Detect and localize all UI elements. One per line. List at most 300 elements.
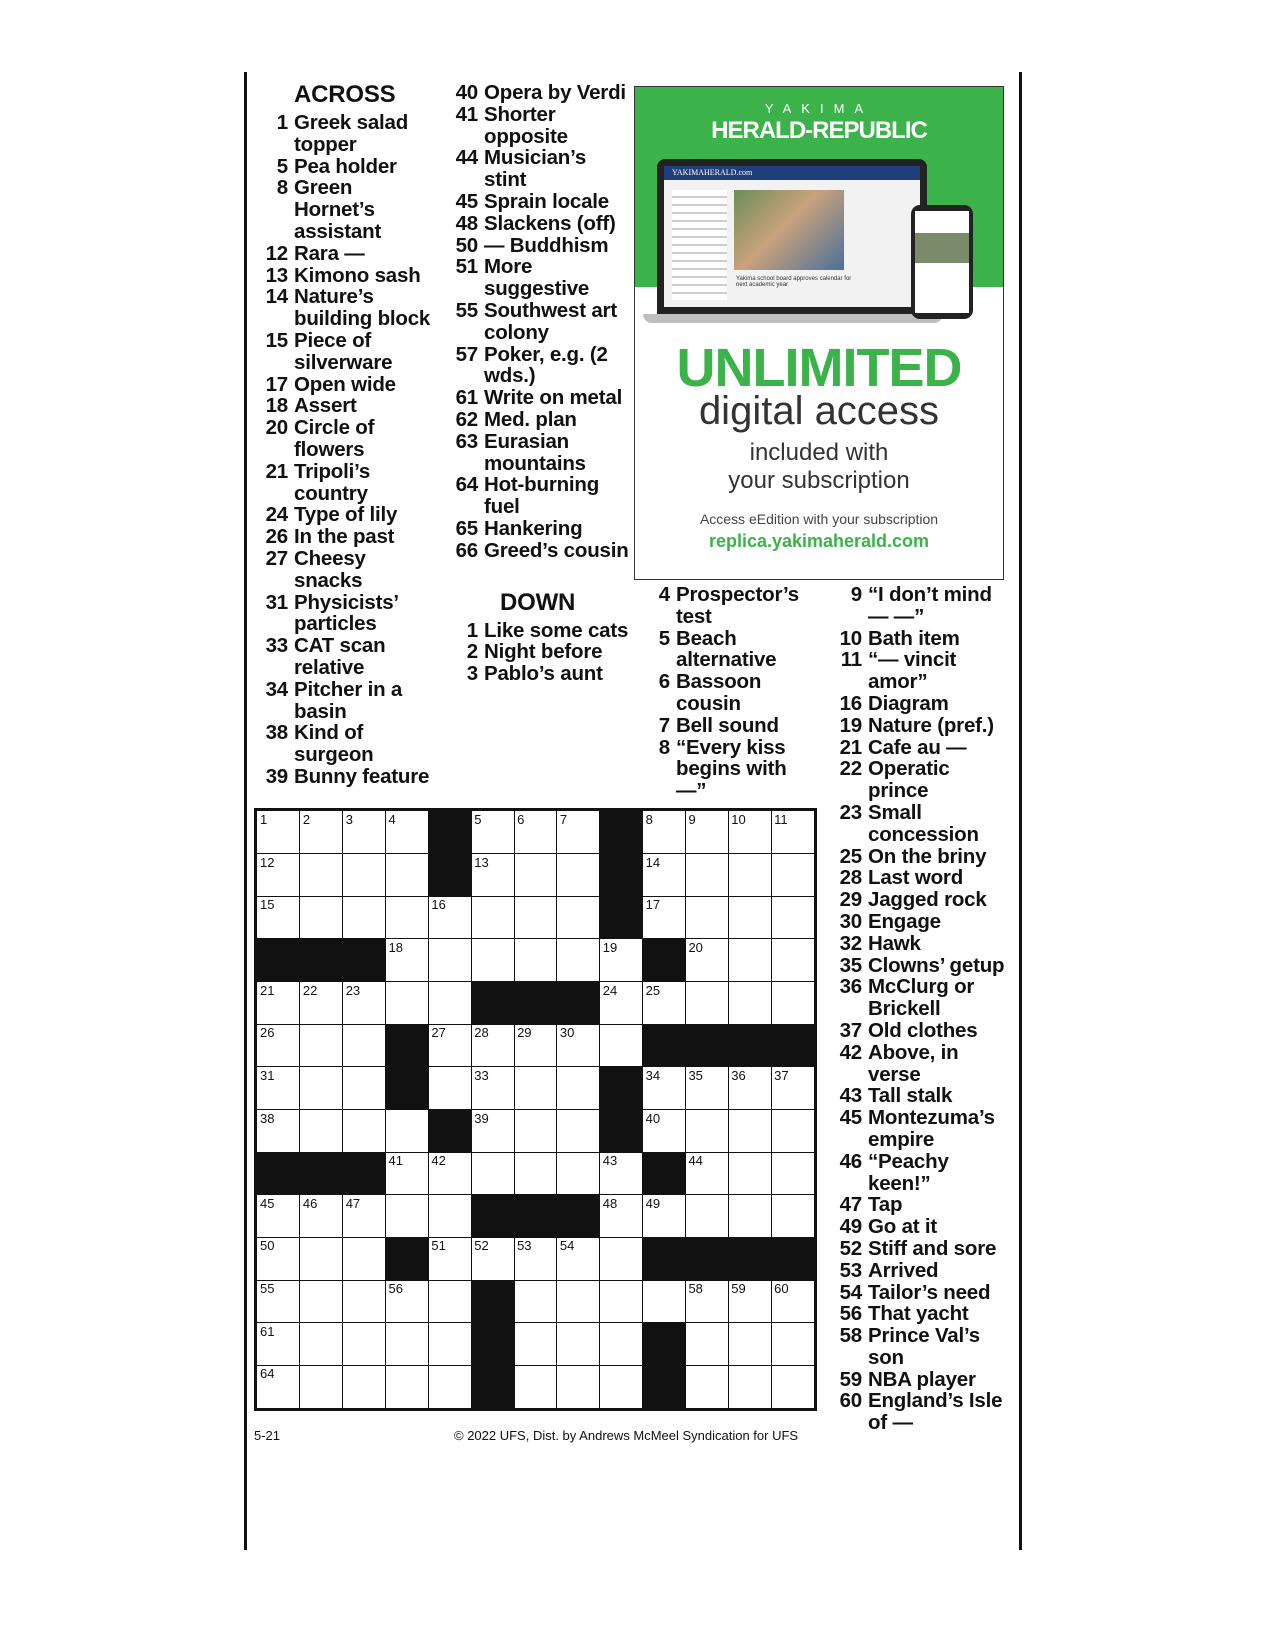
grid-cell[interactable] — [514, 1323, 557, 1366]
grid-cell[interactable] — [386, 982, 429, 1025]
cell-number: 30 — [559, 1025, 575, 1041]
grid-cell[interactable] — [471, 896, 514, 939]
grid-cell[interactable] — [557, 811, 600, 854]
clue-item[interactable] — [832, 1303, 1012, 1325]
grid-cell[interactable] — [643, 1280, 686, 1323]
cell-number: 51 — [431, 1238, 446, 1254]
grid-cell[interactable] — [685, 1195, 728, 1238]
grid-cell[interactable] — [771, 854, 814, 897]
grid-cell[interactable] — [600, 1237, 643, 1280]
grid-cell[interactable] — [728, 1365, 771, 1408]
grid-cell[interactable] — [514, 896, 557, 939]
grid-cell[interactable] — [386, 1110, 429, 1153]
grid-block — [428, 811, 471, 854]
clue-item[interactable] — [832, 628, 1012, 650]
clue-item[interactable] — [448, 540, 630, 562]
clue-number: 42 — [839, 1040, 862, 1064]
clue-number: 15 — [265, 328, 288, 352]
clue-text: Nature (pref.) — [868, 713, 994, 737]
grid-cell[interactable] — [685, 1110, 728, 1153]
grid-cell[interactable] — [300, 1024, 343, 1067]
clue-text: Jagged rock — [868, 888, 987, 912]
clue-item[interactable] — [640, 737, 820, 802]
grid-cell[interactable] — [643, 1067, 686, 1110]
clue-item[interactable] — [832, 911, 1012, 933]
grid-cell[interactable] — [300, 1323, 343, 1366]
clue-text: Tripoli’s country — [294, 459, 371, 505]
clue-number: 13 — [265, 263, 288, 287]
clue-text: — Buddhism — [484, 233, 609, 257]
cell-number: 11 — [774, 812, 788, 827]
grid-cell[interactable] — [728, 1152, 771, 1195]
grid-cell[interactable] — [643, 854, 686, 897]
grid-cell[interactable] — [685, 896, 728, 939]
grid-cell[interactable] — [771, 1067, 814, 1110]
grid-cell[interactable] — [514, 811, 557, 854]
grid-cell[interactable] — [257, 896, 300, 939]
grid-cell[interactable] — [300, 1280, 343, 1323]
grid-cell[interactable] — [343, 854, 386, 897]
grid-cell[interactable] — [557, 939, 600, 982]
clue-item[interactable] — [258, 592, 438, 636]
clue-number: 65 — [455, 516, 478, 540]
grid-cell[interactable] — [257, 1024, 300, 1067]
grid-cell[interactable] — [300, 1237, 343, 1280]
clue-item[interactable] — [258, 461, 438, 505]
grid-cell[interactable] — [557, 1365, 600, 1408]
clue-text: NBA player — [868, 1367, 976, 1391]
clue-item[interactable] — [448, 431, 630, 475]
clue-number: 32 — [839, 931, 862, 955]
down-list-2 — [448, 620, 630, 685]
clue-text: Above, in verse — [868, 1040, 959, 1086]
grid-cell[interactable] — [471, 1237, 514, 1280]
grid-block — [771, 1024, 814, 1067]
clue-number: 31 — [265, 590, 288, 614]
grid-cell[interactable] — [428, 1024, 471, 1067]
down-list-3 — [640, 584, 820, 802]
grid-cell[interactable] — [600, 1024, 643, 1067]
clue-item[interactable] — [832, 1042, 1012, 1086]
cell-number: 44 — [688, 1153, 703, 1169]
clue-item[interactable] — [832, 1260, 1012, 1282]
grid-cell[interactable] — [728, 1067, 771, 1110]
grid-cell[interactable] — [771, 1195, 814, 1238]
clue-item[interactable] — [832, 1325, 1012, 1369]
grid-cell[interactable] — [428, 1365, 471, 1408]
clue-number: 30 — [839, 909, 862, 933]
clue-item[interactable] — [448, 104, 630, 148]
grid-cell[interactable] — [257, 1280, 300, 1323]
clue-item[interactable] — [258, 548, 438, 592]
grid-cell[interactable] — [471, 1110, 514, 1153]
clue-number: 3 — [466, 662, 478, 686]
grid-cell[interactable] — [557, 1323, 600, 1366]
clue-item[interactable] — [448, 663, 630, 685]
clue-item[interactable] — [832, 1020, 1012, 1042]
grid-cell[interactable] — [685, 1152, 728, 1195]
grid-cell[interactable] — [643, 1195, 686, 1238]
clue-text: Opera by Verdi — [484, 81, 626, 104]
grid-block — [343, 939, 386, 982]
clue-number: 55 — [455, 298, 478, 322]
cell-number: 22 — [302, 982, 318, 998]
grid-cell[interactable] — [643, 811, 686, 854]
clue-item[interactable] — [258, 722, 438, 766]
clue-item[interactable] — [448, 256, 630, 300]
grid-cell[interactable] — [643, 982, 686, 1025]
cell-number: 21 — [260, 982, 275, 998]
grid-cell[interactable] — [386, 896, 429, 939]
grid-cell[interactable] — [728, 1110, 771, 1153]
grid-cell[interactable] — [343, 1365, 386, 1408]
grid-cell[interactable] — [557, 1280, 600, 1323]
clue-item[interactable] — [640, 671, 820, 715]
clue-item[interactable] — [448, 387, 630, 409]
clue-item[interactable] — [448, 409, 630, 431]
grid-cell[interactable] — [600, 1280, 643, 1323]
clue-item[interactable] — [258, 679, 438, 723]
clue-item[interactable] — [832, 1194, 1012, 1216]
cell-number: 2 — [302, 812, 311, 827]
clue-item[interactable] — [832, 737, 1012, 759]
grid-cell[interactable] — [257, 811, 300, 854]
grid-cell[interactable] — [557, 1110, 600, 1153]
grid-cell[interactable] — [728, 811, 771, 854]
clue-item[interactable] — [832, 649, 1012, 693]
clue-number: 66 — [455, 538, 478, 562]
clue-item[interactable] — [258, 177, 438, 242]
cell-number: 49 — [645, 1195, 661, 1211]
grid-block — [557, 1195, 600, 1238]
clue-item[interactable] — [832, 1238, 1012, 1260]
grid-cell[interactable] — [257, 1067, 300, 1110]
grid-cell[interactable] — [343, 1323, 386, 1366]
grid-cell[interactable] — [428, 1323, 471, 1366]
clue-item[interactable] — [832, 1107, 1012, 1151]
clue-item[interactable] — [258, 265, 438, 287]
grid-cell[interactable] — [428, 1280, 471, 1323]
grid-cell[interactable] — [257, 1365, 300, 1408]
grid-cell[interactable] — [600, 1365, 643, 1408]
crossword-grid[interactable] — [254, 808, 817, 1411]
grid-cell[interactable] — [600, 982, 643, 1025]
grid-cell[interactable] — [343, 811, 386, 854]
grid-cell[interactable] — [343, 1024, 386, 1067]
grid-cell[interactable] — [600, 1152, 643, 1195]
grid-cell[interactable] — [514, 1280, 557, 1323]
grid-cell[interactable] — [300, 1365, 343, 1408]
grid-cell[interactable] — [514, 1024, 557, 1067]
grid-cell[interactable] — [728, 1280, 771, 1323]
ad-access-text: Access eEdition with your subscription — [699, 511, 939, 527]
clue-number: 47 — [839, 1193, 862, 1217]
grid-cell[interactable] — [514, 1365, 557, 1408]
clue-item[interactable] — [832, 1085, 1012, 1107]
clue-item[interactable] — [448, 344, 630, 388]
grid-cell[interactable] — [557, 896, 600, 939]
grid-cell[interactable] — [343, 1067, 386, 1110]
clue-item[interactable] — [640, 584, 820, 628]
grid-block — [471, 982, 514, 1025]
grid-cell[interactable] — [300, 1067, 343, 1110]
clue-text: Bath item — [868, 626, 960, 650]
clue-text: Hankering — [484, 516, 583, 540]
clue-item[interactable] — [832, 1390, 1012, 1434]
clue-text: Beach alternative — [676, 626, 777, 672]
grid-cell[interactable] — [386, 1152, 429, 1195]
clue-number: 1 — [466, 618, 478, 642]
grid-cell[interactable] — [257, 1110, 300, 1153]
grid-cell[interactable] — [685, 1365, 728, 1408]
clue-number: 48 — [455, 211, 478, 235]
clue-item[interactable] — [258, 286, 438, 330]
grid-cell[interactable] — [514, 1152, 557, 1195]
grid-cell[interactable] — [257, 854, 300, 897]
clue-item[interactable] — [258, 112, 438, 156]
grid-cell[interactable] — [300, 854, 343, 897]
clue-item[interactable] — [258, 374, 438, 396]
grid-cell[interactable] — [428, 896, 471, 939]
clue-item[interactable] — [832, 1151, 1012, 1195]
grid-cell[interactable] — [643, 1110, 686, 1153]
grid-cell[interactable] — [728, 896, 771, 939]
grid-cell[interactable] — [771, 1152, 814, 1195]
clue-item[interactable] — [832, 976, 1012, 1020]
cell-number: 38 — [260, 1110, 275, 1126]
clue-item[interactable] — [832, 1282, 1012, 1304]
grid-cell[interactable] — [428, 1195, 471, 1238]
grid-cell[interactable] — [386, 1195, 429, 1238]
grid-cell[interactable] — [471, 1024, 514, 1067]
cell-number: 15 — [260, 897, 275, 913]
cell-number: 33 — [474, 1067, 489, 1083]
clue-item[interactable] — [258, 156, 438, 178]
grid-block — [643, 939, 686, 982]
grid-cell[interactable] — [471, 811, 514, 854]
clue-item[interactable] — [258, 417, 438, 461]
clue-item[interactable] — [258, 395, 438, 417]
clue-item[interactable] — [448, 235, 630, 257]
grid-cell[interactable] — [343, 1237, 386, 1280]
cell-number: 28 — [474, 1025, 489, 1041]
subscription-ad[interactable] — [634, 86, 1004, 580]
grid-cell[interactable] — [343, 1195, 386, 1238]
clue-item[interactable] — [832, 955, 1012, 977]
grid-cell[interactable] — [428, 1152, 471, 1195]
grid-cell[interactable] — [386, 811, 429, 854]
clue-text: Like some cats — [484, 618, 629, 642]
grid-cell[interactable] — [557, 854, 600, 897]
grid-cell[interactable] — [300, 1195, 343, 1238]
grid-cell[interactable] — [728, 939, 771, 982]
grid-cell[interactable] — [471, 1152, 514, 1195]
clue-number: 23 — [839, 800, 862, 824]
cell-number: 56 — [388, 1281, 403, 1297]
grid-cell[interactable] — [343, 1110, 386, 1153]
clue-text: Clowns’ getup — [868, 953, 1005, 977]
ad-subhead: digital access — [698, 389, 940, 433]
clue-text: More suggestive — [484, 255, 590, 301]
grid-cell[interactable] — [643, 896, 686, 939]
clue-item[interactable] — [258, 766, 438, 788]
clue-text: Night before — [484, 640, 603, 664]
grid-cell[interactable] — [557, 1237, 600, 1280]
grid-cell[interactable] — [257, 982, 300, 1025]
clue-number: 25 — [839, 844, 862, 868]
clue-number: 50 — [455, 233, 478, 257]
clue-number: 51 — [455, 255, 478, 279]
grid-block — [386, 1024, 429, 1067]
grid-cell[interactable] — [771, 939, 814, 982]
clue-text: Old clothes — [868, 1018, 978, 1042]
grid-cell[interactable] — [728, 1195, 771, 1238]
clue-item[interactable] — [832, 933, 1012, 955]
grid-cell[interactable] — [771, 1280, 814, 1323]
clue-item[interactable] — [832, 846, 1012, 868]
grid-cell[interactable] — [386, 939, 429, 982]
grid-cell[interactable] — [428, 939, 471, 982]
cell-number: 54 — [559, 1238, 575, 1254]
grid-cell[interactable] — [771, 1323, 814, 1366]
clue-item[interactable] — [448, 191, 630, 213]
grid-cell[interactable] — [685, 982, 728, 1025]
grid-cell[interactable] — [514, 1237, 557, 1280]
grid-block — [300, 939, 343, 982]
grid-cell[interactable] — [428, 1067, 471, 1110]
clue-item[interactable] — [448, 300, 630, 344]
clue-item[interactable] — [832, 889, 1012, 911]
clue-number: 5 — [276, 154, 288, 178]
right-rule — [1019, 72, 1022, 1550]
clue-text: Cafe au — — [868, 735, 967, 759]
cell-number: 25 — [645, 982, 661, 998]
grid-cell[interactable] — [300, 896, 343, 939]
clue-item[interactable] — [258, 243, 438, 265]
grid-cell[interactable] — [600, 1195, 643, 1238]
grid-block — [643, 1024, 686, 1067]
clue-item[interactable] — [448, 82, 630, 104]
laptop-base — [643, 314, 943, 323]
clue-text: Hawk — [868, 931, 921, 955]
grid-cell[interactable] — [300, 811, 343, 854]
clue-item[interactable] — [832, 715, 1012, 737]
grid-cell[interactable] — [428, 982, 471, 1025]
clue-item[interactable] — [832, 1216, 1012, 1238]
clue-text: Pitcher in a basin — [294, 677, 403, 723]
clue-item[interactable] — [448, 620, 630, 642]
grid-cell[interactable] — [343, 982, 386, 1025]
grid-cell[interactable] — [557, 1067, 600, 1110]
grid-cell[interactable] — [771, 896, 814, 939]
grid-cell[interactable] — [685, 1067, 728, 1110]
clue-number: 4 — [658, 583, 670, 606]
grid-cell[interactable] — [343, 1280, 386, 1323]
clue-item[interactable] — [448, 641, 630, 663]
clue-number: 40 — [455, 81, 478, 104]
clue-item[interactable] — [258, 635, 438, 679]
grid-cell[interactable] — [514, 1067, 557, 1110]
grid-cell[interactable] — [428, 1237, 471, 1280]
grid-cell[interactable] — [471, 939, 514, 982]
grid-cell[interactable] — [685, 939, 728, 982]
grid-cell[interactable] — [257, 1323, 300, 1366]
grid-cell[interactable] — [471, 854, 514, 897]
grid-cell[interactable] — [728, 982, 771, 1025]
laptop-caption: Yakima school board approves calendar for next academic year — [736, 276, 852, 288]
grid-cell[interactable] — [557, 1024, 600, 1067]
down-heading: DOWN — [500, 588, 576, 616]
grid-block — [600, 811, 643, 854]
cell-number: 61 — [260, 1323, 275, 1339]
clue-item[interactable] — [640, 715, 820, 737]
grid-cell[interactable] — [514, 854, 557, 897]
clue-text: Write on metal — [484, 386, 623, 410]
clue-number: 14 — [265, 285, 288, 309]
grid-cell[interactable] — [685, 1323, 728, 1366]
grid-cell[interactable] — [728, 854, 771, 897]
grid-block — [514, 1195, 557, 1238]
grid-cell[interactable] — [343, 896, 386, 939]
cell-number: 16 — [431, 897, 446, 913]
clue-text: Southwest art colony — [484, 298, 617, 344]
grid-cell[interactable] — [728, 1323, 771, 1366]
clue-item[interactable] — [832, 584, 1012, 628]
clue-item[interactable] — [258, 330, 438, 374]
cell-number: 48 — [602, 1195, 618, 1211]
clue-item[interactable] — [832, 758, 1012, 802]
grid-cell[interactable] — [771, 1365, 814, 1408]
grid-cell[interactable] — [685, 854, 728, 897]
grid-cell[interactable] — [600, 939, 643, 982]
clue-item[interactable] — [832, 867, 1012, 889]
grid-cell[interactable] — [471, 1067, 514, 1110]
grid-cell[interactable] — [514, 1110, 557, 1153]
clue-item[interactable] — [832, 693, 1012, 715]
grid-cell[interactable] — [386, 1280, 429, 1323]
clue-text: Circle of flowers — [294, 416, 375, 461]
clue-item[interactable] — [448, 474, 630, 518]
grid-cell[interactable] — [771, 811, 814, 854]
clue-item[interactable] — [448, 518, 630, 540]
clue-item[interactable] — [832, 1369, 1012, 1391]
grid-cell[interactable] — [685, 1280, 728, 1323]
clue-item[interactable] — [258, 504, 438, 526]
clue-item[interactable] — [258, 526, 438, 548]
grid-cell[interactable] — [600, 1323, 643, 1366]
grid-cell[interactable] — [386, 1323, 429, 1366]
grid-cell[interactable] — [771, 1110, 814, 1153]
grid-cell[interactable] — [386, 854, 429, 897]
grid-block — [600, 854, 643, 897]
clue-item[interactable] — [448, 147, 630, 191]
clue-item[interactable] — [640, 628, 820, 672]
ad-url-link[interactable]: replica.yakimaherald.com — [708, 531, 930, 551]
clue-number: 26 — [265, 525, 288, 549]
grid-cell[interactable] — [514, 939, 557, 982]
clue-text: Prospector’s test — [676, 583, 799, 628]
clue-item[interactable] — [448, 213, 630, 235]
grid-cell[interactable] — [386, 1365, 429, 1408]
grid-cell[interactable] — [557, 1152, 600, 1195]
grid-cell[interactable] — [771, 982, 814, 1025]
grid-cell[interactable] — [257, 1237, 300, 1280]
grid-cell[interactable] — [300, 982, 343, 1025]
grid-cell[interactable] — [257, 1195, 300, 1238]
clue-item[interactable] — [832, 802, 1012, 846]
grid-cell[interactable] — [300, 1110, 343, 1153]
grid-cell[interactable] — [685, 811, 728, 854]
